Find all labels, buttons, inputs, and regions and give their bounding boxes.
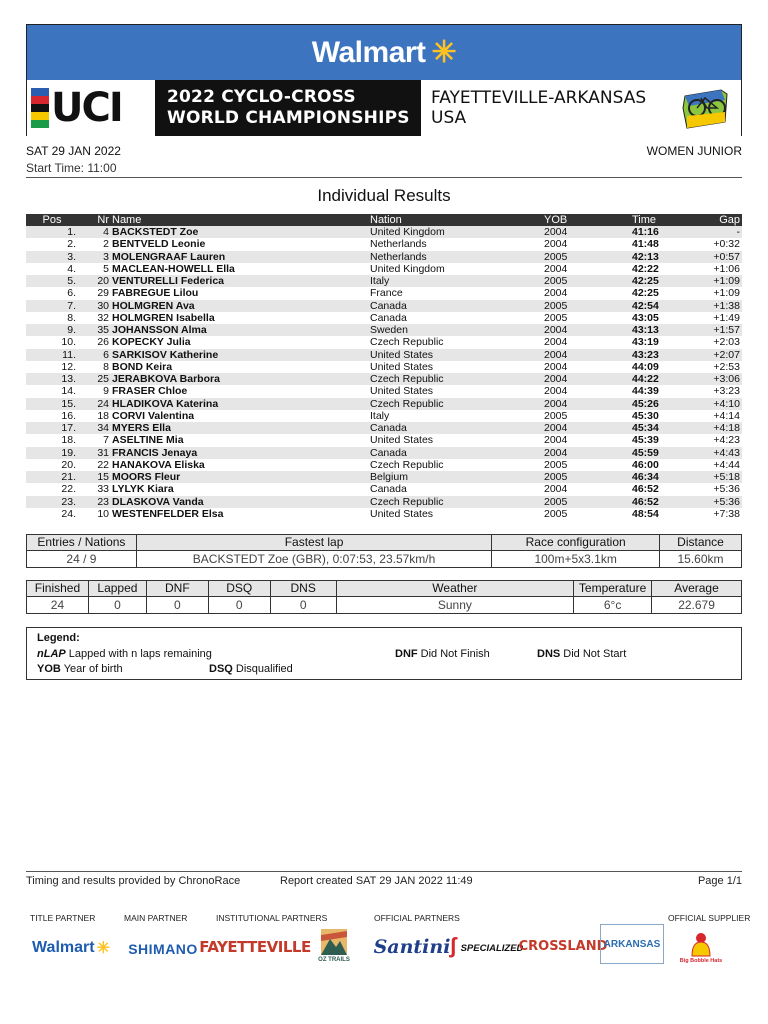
cell-nation: United States — [370, 507, 434, 520]
table-row — [26, 324, 742, 336]
cell-name: HOLMGREN Isabella — [112, 311, 215, 324]
table-row — [26, 287, 742, 299]
table-header-row — [26, 214, 742, 226]
legend-dsq — [209, 663, 293, 675]
cell-nr: 3 — [78, 251, 112, 263]
crossland-logo: CROSSLAND — [518, 938, 608, 954]
cell-pos: 7. — [26, 300, 78, 312]
cell-yob: 2004 — [544, 483, 568, 496]
cell-time: 45:59 — [632, 447, 692, 459]
legend-dns — [537, 648, 626, 660]
cell-nation: Czech Republic — [370, 373, 544, 385]
venue-line-1: FAYETTEVILLE-ARKANSAS — [431, 88, 647, 108]
cell-time: 46:34 — [632, 471, 692, 483]
cell-gap: +0:57 — [692, 251, 742, 263]
cell-pos: 6. — [67, 287, 76, 300]
cell-nation: Canada — [370, 300, 544, 312]
cell-name: JOHANSSON Alma — [112, 324, 370, 336]
legend-nlap-text: Lapped with n laps remaining — [68, 648, 212, 660]
cell-nr: 31 — [78, 447, 112, 459]
cell-yob: 2005 — [544, 311, 568, 324]
table-row — [26, 385, 742, 397]
uci-stripe — [31, 96, 49, 104]
cell-pos: 19. — [26, 447, 78, 459]
table-row — [26, 373, 742, 385]
cell-yob: 2004 — [544, 373, 632, 385]
legend-nlap — [37, 648, 212, 660]
uci-logo — [27, 80, 155, 136]
championship-line-2: WORLD CHAMPIONSHIPS — [167, 108, 410, 128]
cell-pos: 10. — [61, 336, 76, 349]
sponsor-bar — [27, 25, 741, 80]
dnf-label: DNF — [146, 581, 208, 597]
cell-time: 45:30 — [632, 409, 659, 422]
temperature-value: 6°c — [574, 597, 652, 614]
distance-label: Distance — [660, 535, 742, 551]
cell-gap: +1:57 — [692, 324, 742, 336]
cell-time: 44:22 — [632, 373, 692, 385]
championship-line-1: 2022 CYCLO-CROSS — [167, 87, 356, 107]
cell-gap: +3:06 — [692, 373, 742, 385]
legend-dnf-abbr: DNF — [395, 648, 418, 660]
uci-stripe — [31, 120, 49, 128]
cell-pos: 18. — [61, 434, 76, 447]
cell-yob: 2005 — [544, 409, 568, 422]
cell-nr: 23 — [78, 496, 112, 508]
cell-name: MYERS Ella — [112, 422, 370, 434]
cell-nr: 34 — [78, 422, 112, 434]
cell-yob: 2004 — [544, 398, 632, 410]
cell-nr: 30 — [78, 300, 112, 312]
table-row — [26, 496, 742, 508]
cell-nr: 7 — [103, 434, 109, 447]
table-row — [26, 300, 742, 312]
fastest-lap-value: BACKSTEDT Zoe (GBR), 0:07:53, 23.57km/h — [136, 551, 491, 568]
cell-yob: 2004 — [544, 336, 568, 349]
cell-nation: Belgium — [370, 471, 544, 483]
cell-nation: United States — [370, 360, 434, 373]
main-partner-label: MAIN PARTNER — [124, 913, 188, 923]
legend-dns-abbr: DNS — [537, 648, 561, 660]
cell-nr: 33 — [97, 483, 109, 496]
distance-value: 15.60km — [660, 551, 742, 568]
cell-nation: Netherlands — [370, 251, 544, 263]
table-row — [26, 275, 742, 287]
table-row — [26, 398, 742, 410]
santini-logo: Santini — [373, 936, 451, 958]
header-time: Time — [632, 214, 692, 226]
cell-gap: +5:36 — [692, 496, 742, 508]
race-date: SAT 29 JAN 2022 — [26, 144, 121, 158]
cell-yob: 2005 — [544, 471, 632, 483]
header-banner — [26, 24, 742, 136]
cell-nation: Czech Republic — [370, 336, 444, 349]
page-number: Page 1/1 — [697, 875, 742, 887]
average-value: 22.679 — [652, 597, 742, 614]
cell-nr: 32 — [97, 311, 109, 324]
finished-value: 24 — [27, 597, 89, 614]
lapped-label: Lapped — [88, 581, 146, 597]
venue-line-2: USA — [431, 108, 467, 128]
cell-yob: 2004 — [544, 287, 568, 300]
dsq-label: DSQ — [208, 581, 270, 597]
cell-gap: +2:53 — [713, 360, 740, 373]
cell-pos: 23. — [26, 496, 78, 508]
header-name: Name — [112, 214, 370, 226]
cell-name: MOLENGRAAF Lauren — [112, 251, 370, 263]
cell-time: 43:13 — [632, 324, 692, 336]
cell-name: BENTVELD Leonie — [112, 238, 206, 251]
cell-nation: United States — [370, 349, 544, 361]
cell-nr: 15 — [78, 471, 112, 483]
cell-time: 42:54 — [632, 300, 692, 312]
cell-pos: 1. — [26, 226, 78, 238]
fayetteville-logo: FAYETTEVILLE — [199, 938, 311, 956]
table-row — [26, 459, 742, 471]
cell-yob: 2005 — [544, 300, 632, 312]
cell-name: SARKISOV Katherine — [112, 349, 370, 361]
cell-nation: Italy — [370, 409, 390, 422]
cell-name: MACLEAN-HOWELL Ella — [112, 262, 235, 275]
cell-nation: Canada — [370, 483, 407, 496]
table-row — [26, 410, 742, 422]
results-table — [26, 214, 742, 520]
cell-nation: Italy — [370, 275, 544, 287]
start-time: Start Time: 11:00 — [26, 161, 117, 175]
cell-time: 48:54 — [632, 507, 659, 520]
cell-name: BOND Keira — [112, 360, 173, 373]
cell-nation: United States — [370, 385, 434, 398]
cell-name: WESTENFELDER Elsa — [112, 507, 224, 520]
cell-nr: 5 — [103, 262, 109, 275]
legend-dnf-text: Did Not Finish — [420, 648, 490, 660]
cell-nation: Sweden — [370, 324, 544, 336]
oz-trails-logo — [306, 924, 362, 968]
header-yob: YOB — [544, 214, 632, 226]
mountain-icon — [321, 929, 347, 955]
legend-yob-text: Year of birth — [63, 663, 123, 675]
cell-pos: 5. — [26, 275, 78, 287]
table-row — [26, 422, 742, 434]
cell-name: HANAKOVA Eliska — [112, 458, 205, 471]
cell-pos: 2. — [67, 238, 76, 251]
cell-yob: 2005 — [544, 275, 632, 287]
legend-box — [26, 627, 742, 680]
cell-name: LYLYK Kiara — [112, 483, 174, 496]
walmart-partner-text: Walmart — [32, 939, 95, 956]
cell-name: MOORS Fleur — [112, 471, 370, 483]
arkansas-bike-icon — [681, 86, 731, 130]
table-row — [26, 447, 742, 459]
finished-label: Finished — [27, 581, 89, 597]
cell-nation: France — [370, 287, 403, 300]
cell-gap: +1:09 — [713, 287, 740, 300]
table-row — [26, 251, 742, 263]
dnf-value: 0 — [146, 597, 208, 614]
cell-yob: 2004 — [544, 447, 632, 459]
table-row — [26, 434, 742, 446]
cell-gap: +5:36 — [713, 483, 740, 496]
cell-pos: 20. — [61, 458, 76, 471]
cell-yob: 2004 — [544, 238, 568, 251]
cell-pos: 22. — [61, 483, 76, 496]
table-row — [26, 312, 742, 324]
timing-provider: Timing and results provided by ChronoRace — [26, 875, 241, 887]
cell-nr: 2 — [103, 238, 109, 251]
cell-gap: +4:44 — [713, 458, 740, 471]
cell-pos: 12. — [61, 360, 76, 373]
cell-yob: 2004 — [544, 349, 632, 361]
dns-value: 0 — [270, 597, 336, 614]
legend-title: Legend: — [37, 632, 80, 644]
cell-name: FRANCIS Jenaya — [112, 447, 370, 459]
cell-time: 41:48 — [632, 238, 659, 251]
cell-time: 42:13 — [632, 251, 692, 263]
cell-gap: +4:23 — [713, 434, 740, 447]
cell-nr: 4 — [78, 226, 112, 238]
cell-gap: +1:38 — [692, 300, 742, 312]
cell-time: 46:00 — [632, 458, 659, 471]
uci-stripe — [31, 88, 49, 96]
championship-title — [155, 80, 421, 136]
official-supplier-label: OFFICIAL SUPPLIER — [668, 913, 751, 923]
legend-dnf — [395, 648, 490, 660]
uci-rainbow-stripes-icon — [31, 88, 49, 128]
cell-yob: 2004 — [544, 324, 632, 336]
uci-text: UCI — [51, 85, 122, 131]
table-row — [26, 238, 742, 250]
title-partner-label: TITLE PARTNER — [30, 913, 96, 923]
cell-gap: +5:18 — [692, 471, 742, 483]
cell-gap: +3:23 — [713, 385, 740, 398]
cell-time: 44:39 — [632, 385, 659, 398]
cell-gap: +1:06 — [713, 262, 740, 275]
cell-gap: +4:18 — [692, 422, 742, 434]
cell-nation: Netherlands — [370, 238, 427, 251]
cell-time: 43:05 — [632, 311, 659, 324]
cell-nation: United Kingdom — [370, 262, 445, 275]
cell-gap: +1:09 — [692, 275, 742, 287]
dns-label: DNS — [270, 581, 336, 597]
bbh-text: Big Bobble Hats — [679, 958, 723, 964]
weather-value: Sunny — [336, 597, 574, 614]
cell-name: BACKSTEDT Zoe — [112, 226, 370, 238]
header-nr: Nr — [78, 214, 112, 226]
cell-time: 41:16 — [632, 226, 692, 238]
uci-stripe — [31, 104, 49, 112]
temperature-label: Temperature — [574, 581, 652, 597]
cell-gap: +7:38 — [713, 507, 740, 520]
cell-pos: 13. — [26, 373, 78, 385]
cell-name: KOPECKY Julia — [112, 336, 191, 349]
cell-yob: 2005 — [544, 458, 568, 471]
race-config-label: Race configuration — [492, 535, 660, 551]
cell-nr: 24 — [78, 398, 112, 410]
table-row — [26, 483, 742, 495]
weather-label: Weather — [336, 581, 574, 597]
cell-yob: 2004 — [544, 262, 568, 275]
uci-stripe — [31, 112, 49, 120]
cell-name: FABREGUE Lilou — [112, 287, 199, 300]
cell-time: 43:19 — [632, 336, 659, 349]
legend-dsq-text: Disqualified — [235, 663, 293, 675]
cell-nation: Canada — [370, 447, 544, 459]
sponsor-name: Walmart — [311, 35, 426, 69]
legend-dsq-abbr: DSQ — [209, 663, 233, 675]
cell-yob: 2004 — [544, 360, 568, 373]
footer-divider — [26, 871, 742, 872]
cell-yob: 2005 — [544, 251, 632, 263]
race-config-value: 100m+5x3.1km — [492, 551, 660, 568]
oz-trails-text: OZ TRAILS — [318, 957, 350, 963]
legend-yob-abbr: YOB — [37, 663, 61, 675]
cell-nr: 9 — [103, 385, 109, 398]
cell-pos: 24. — [61, 507, 76, 520]
header-gap: Gap — [692, 214, 742, 226]
cell-yob: 2004 — [544, 434, 568, 447]
race-category: WOMEN JUNIOR — [646, 144, 742, 158]
cell-name: HLADIKOVA Katerina — [112, 398, 370, 410]
dsq-value: 0 — [208, 597, 270, 614]
cell-pos: 21. — [26, 471, 78, 483]
cell-pos: 11. — [26, 349, 78, 361]
cell-nation: United Kingdom — [370, 226, 544, 238]
walmart-partner-logo — [28, 936, 114, 960]
finish-summary-table — [26, 580, 742, 614]
cell-gap: +4:14 — [713, 409, 740, 422]
cell-name: ASELTINE Mia — [112, 434, 184, 447]
cell-nation: Canada — [370, 311, 407, 324]
cell-name: DLASKOVA Vanda — [112, 496, 370, 508]
fastest-lap-label: Fastest lap — [136, 535, 491, 551]
cell-nr: 29 — [97, 287, 109, 300]
cell-nr: 35 — [78, 324, 112, 336]
cell-nr: 20 — [78, 275, 112, 287]
cell-nr: 25 — [78, 373, 112, 385]
cell-nation: Czech Republic — [370, 496, 544, 508]
cell-pos: 14. — [61, 385, 76, 398]
cell-name: VENTURELLI Federica — [112, 275, 370, 287]
cell-gap: +4:43 — [692, 447, 742, 459]
header-pos: Pos — [26, 214, 78, 226]
official-partners-label: OFFICIAL PARTNERS — [374, 913, 460, 923]
cell-time: 43:23 — [632, 349, 692, 361]
race-summary-table — [26, 534, 742, 568]
cell-time: 46:52 — [632, 496, 692, 508]
cell-pos: 17. — [26, 422, 78, 434]
bobble-hat-icon — [688, 932, 714, 958]
table-row — [26, 349, 742, 361]
cell-name: HOLMGREN Ava — [112, 300, 370, 312]
cell-gap: - — [692, 226, 742, 238]
cell-gap: +0:32 — [713, 238, 740, 251]
table-row — [26, 226, 742, 238]
cell-yob: 2005 — [544, 496, 632, 508]
legend-yob — [37, 663, 123, 675]
cell-nr: 18 — [97, 409, 109, 422]
cell-pos: 4. — [67, 262, 76, 275]
cell-nr: 6 — [78, 349, 112, 361]
big-bobble-hats-logo — [674, 926, 728, 970]
cell-time: 42:25 — [632, 275, 692, 287]
venue — [421, 80, 741, 136]
cell-gap: +2:07 — [692, 349, 742, 361]
cell-nr: 10 — [97, 507, 109, 520]
cell-time: 46:52 — [632, 483, 659, 496]
cell-name: JERABKOVA Barbora — [112, 373, 370, 385]
event-meta — [26, 144, 742, 178]
table-row — [26, 471, 742, 483]
table-row — [26, 263, 742, 275]
cell-time: 42:22 — [632, 262, 659, 275]
spark-icon: ✳ — [96, 940, 110, 957]
cell-gap: +1:49 — [713, 311, 740, 324]
cell-time: 42:25 — [632, 287, 659, 300]
specialized-s-icon: ʃ — [449, 933, 457, 958]
table-row — [26, 361, 742, 373]
legend-nlap-abbr: nLAP — [37, 648, 66, 660]
cell-nation: United States — [370, 434, 434, 447]
cell-pos: 9. — [26, 324, 78, 336]
arkansas-logo: ARKANSAS — [600, 924, 664, 964]
lapped-value: 0 — [88, 597, 146, 614]
entries-value: 24 / 9 — [27, 551, 137, 568]
cell-yob: 2004 — [544, 226, 632, 238]
cell-yob: 2004 — [544, 385, 568, 398]
cell-time: 44:09 — [632, 360, 659, 373]
cell-time: 45:26 — [632, 398, 692, 410]
header-nation: Nation — [370, 214, 544, 226]
legend-dns-text: Did Not Start — [563, 648, 627, 660]
average-label: Average — [652, 581, 742, 597]
cell-gap: +4:10 — [692, 398, 742, 410]
report-created: Report created SAT 29 JAN 2022 11:49 — [280, 875, 473, 887]
cell-nr: 26 — [97, 336, 109, 349]
cell-gap: +2:03 — [713, 336, 740, 349]
cell-yob: 2005 — [544, 507, 568, 520]
cell-time: 45:39 — [632, 434, 659, 447]
shimano-logo: SHIMANO — [128, 941, 198, 957]
cell-pos: 8. — [67, 311, 76, 324]
cell-nation: Canada — [370, 422, 544, 434]
institutional-partners-label: INSTITUTIONAL PARTNERS — [216, 913, 328, 923]
cell-nr: 8 — [103, 360, 109, 373]
cell-pos: 15. — [26, 398, 78, 410]
cell-name: CORVI Valentina — [112, 409, 195, 422]
cell-pos: 3. — [26, 251, 78, 263]
table-row — [26, 508, 742, 520]
cell-time: 45:34 — [632, 422, 692, 434]
entries-label: Entries / Nations — [27, 535, 137, 551]
specialized-logo: SPECIALIZED — [460, 942, 524, 954]
cell-yob: 2004 — [544, 422, 632, 434]
cell-nation: Czech Republic — [370, 398, 544, 410]
cell-nation: Czech Republic — [370, 458, 444, 471]
cell-name: FRASER Chloe — [112, 385, 188, 398]
cell-pos: 16. — [61, 409, 76, 422]
table-row — [26, 336, 742, 348]
page-title: Individual Results — [317, 186, 451, 205]
walmart-spark-icon: ✳ — [431, 36, 457, 69]
walmart-logo — [312, 35, 456, 70]
cell-nr: 22 — [97, 458, 109, 471]
